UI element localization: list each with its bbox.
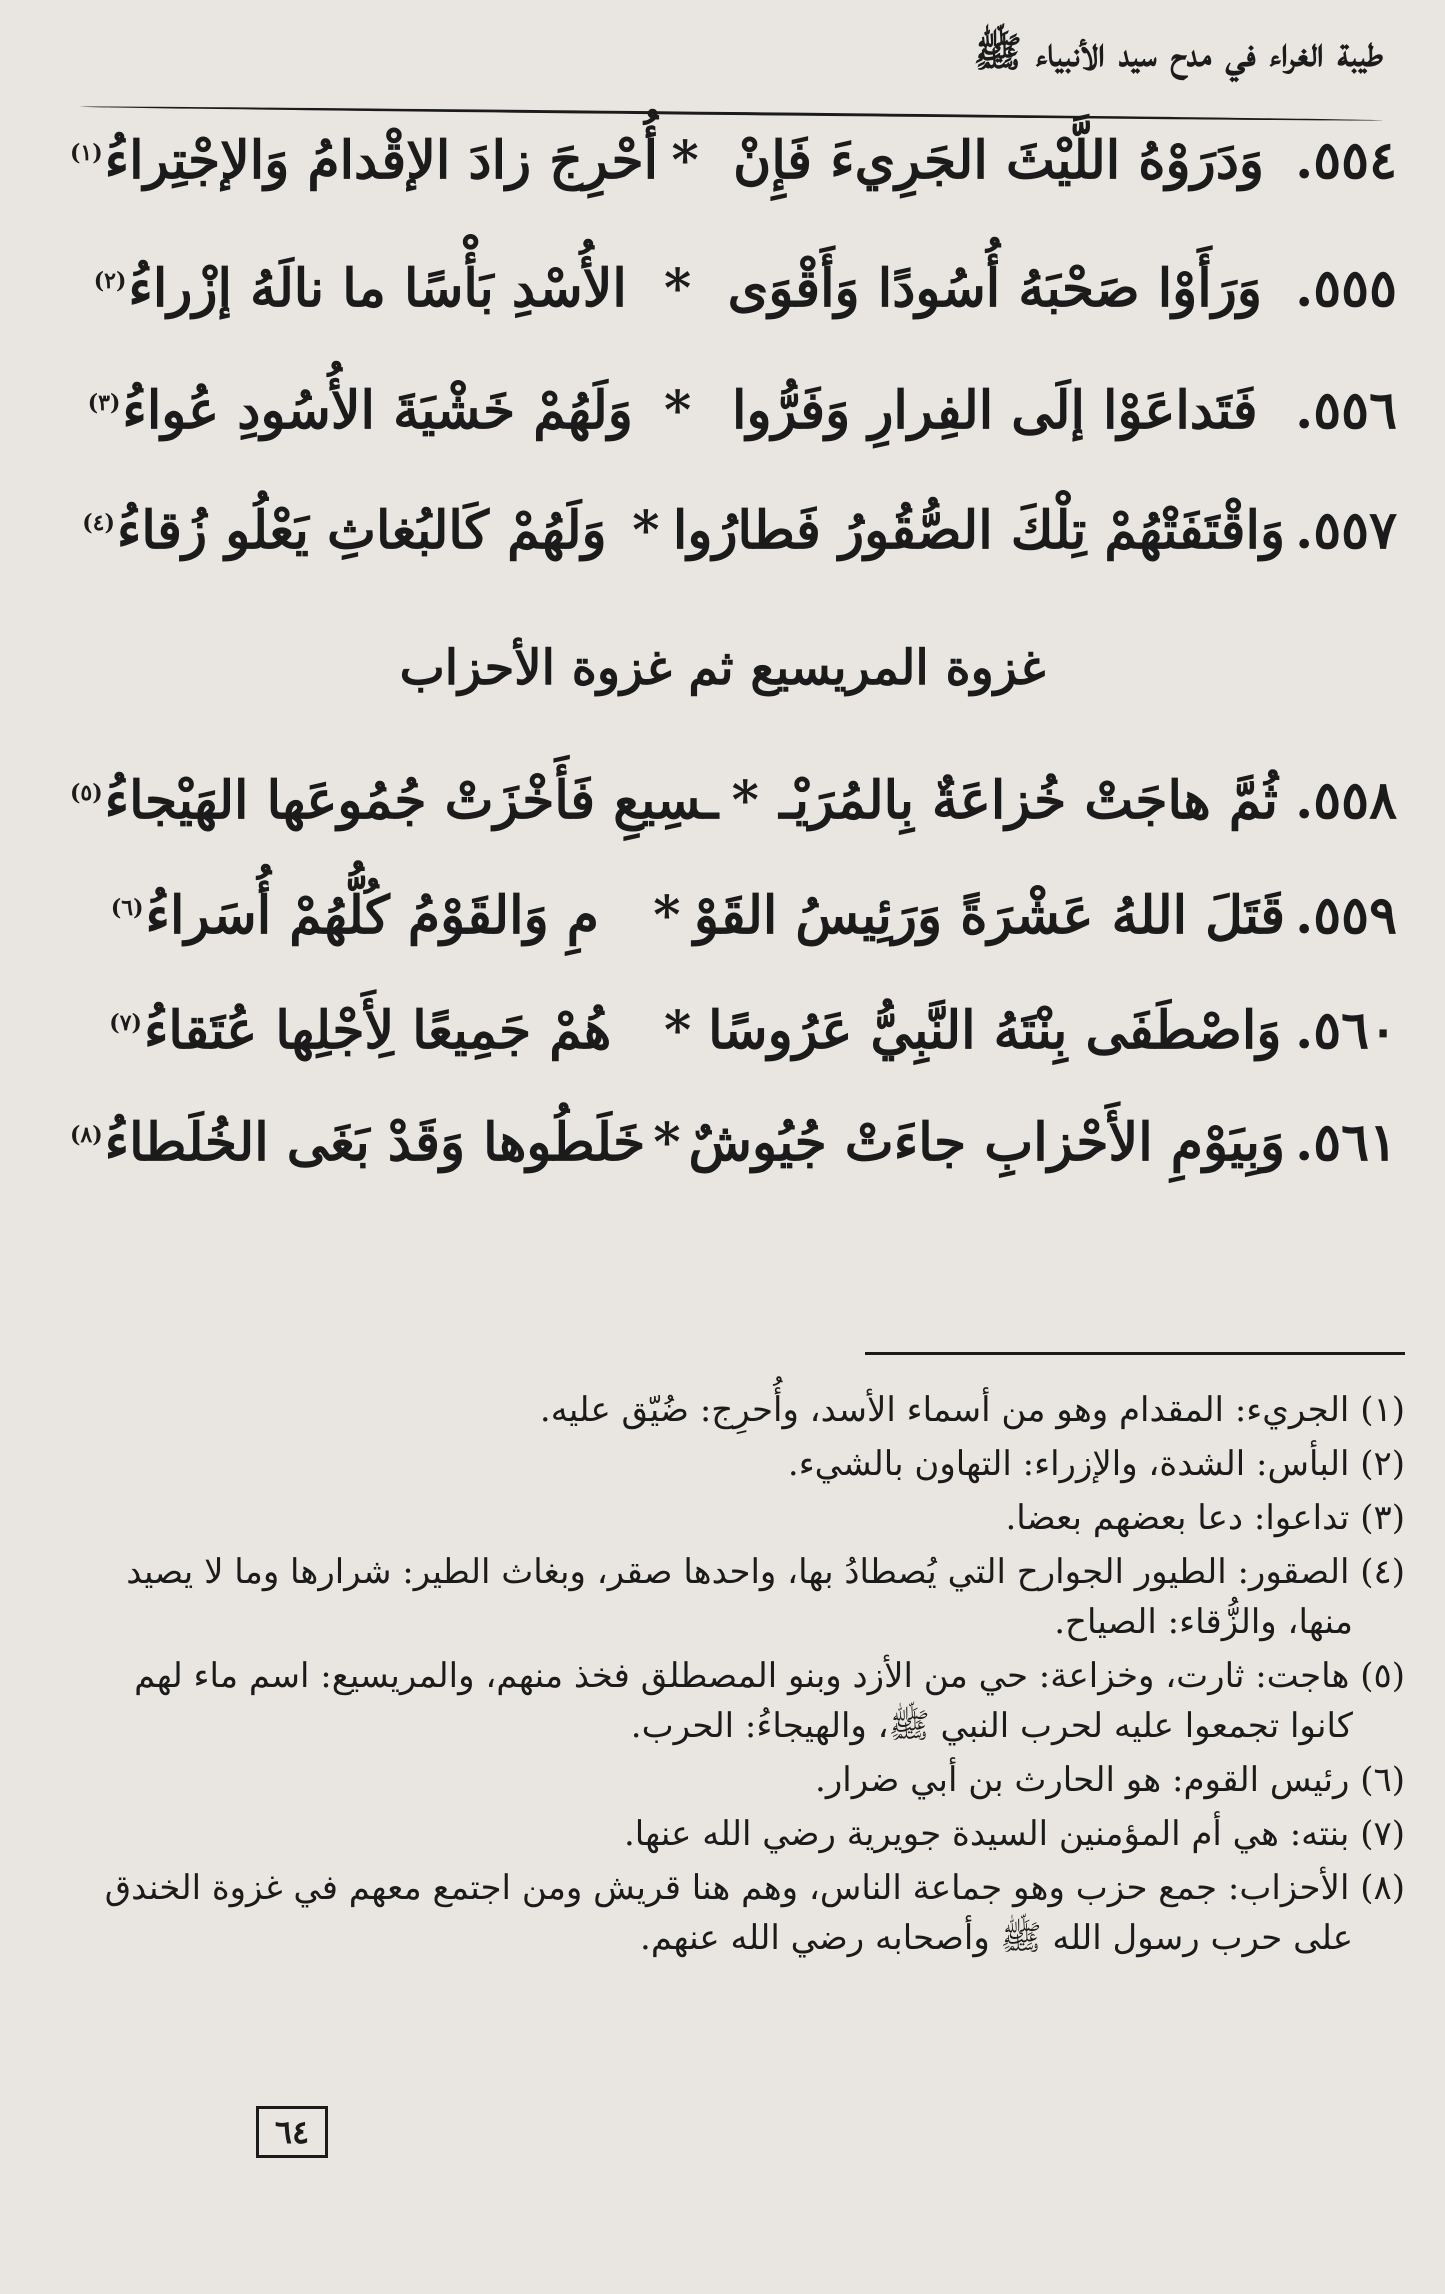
footnote-number: (٤) bbox=[1360, 1552, 1405, 1592]
page-number: ٦٤ bbox=[256, 2106, 328, 2158]
footnote-text: تداعوا: دعا بعضهم بعضا. bbox=[1005, 1498, 1350, 1538]
footnote-continuation: منها، والزُّقاء: الصياح. bbox=[1054, 1602, 1353, 1642]
footnote-number: (٨) bbox=[1360, 1868, 1405, 1908]
footnote-number: (٣) bbox=[1360, 1498, 1405, 1538]
footnote-ref: (٢) bbox=[93, 267, 127, 294]
footnote-continuation: على حرب رسول الله ﷺ وأصحابه رضي الله عنهم. bbox=[640, 1918, 1353, 1958]
running-header: طيبة الغراء في مدح سيد الأنبياء ﷺ bbox=[973, 29, 1383, 76]
verse-560 bbox=[70, 1000, 1397, 1061]
verse-second-hemistich: وَلَهُمْ خَشْيَةَ الأُسُودِ عُواءُ$^{(٣)}$ bbox=[87, 380, 633, 441]
verse-separator: * bbox=[663, 1000, 692, 1061]
footnote-ref: (٧) bbox=[109, 1009, 142, 1036]
verse-559 bbox=[70, 885, 1397, 946]
footnote-text: بنته: هي أم المؤمنين السيدة جويرية رضي الله عنها. bbox=[624, 1814, 1350, 1854]
footnote-text: البأس: الشدة، والإزراء: التهاون بالشيء. bbox=[787, 1444, 1350, 1484]
verse-second-hemistich: هُمْ جَمِيعًا لِأَجْلِها عُتَقاءُ$^{(٧)}$ bbox=[109, 1000, 612, 1061]
verse-557 bbox=[70, 500, 1397, 561]
verse-number: ٥٥٥. bbox=[1295, 258, 1397, 319]
verse-separator: * bbox=[671, 130, 699, 191]
footnote-number: (٦) bbox=[1360, 1760, 1405, 1800]
verse-separator: * bbox=[731, 770, 759, 831]
verse-558 bbox=[70, 770, 1397, 831]
verse-separator: * bbox=[653, 1112, 681, 1173]
footnote-continuation: كانوا تجمعوا عليه لحرب النبي ﷺ، والهيجاءُ: الحرب. bbox=[630, 1706, 1353, 1746]
footnote-6 bbox=[28, 1755, 1405, 1805]
footnote-ref: (٣) bbox=[87, 389, 121, 416]
verse-second-hemistich: مِ وَالقَوْمُ كُلُّهُمْ أُسَراءُ$^{(٦)}$ bbox=[110, 885, 599, 946]
section-title: غزوة المريسيع ثم غزوة الأحزاب bbox=[399, 640, 1046, 696]
verse-second-hemistich: الأُسْدِ بَأْسًا ما نالَهُ إزْراءُ$^{(٢)}$ bbox=[93, 258, 627, 319]
footnote-ref: (١) bbox=[70, 139, 103, 166]
verse-first-hemistich: ثُمَّ هاجَتْ خُزاعَةٌ بِالمُرَيْـ bbox=[779, 770, 1278, 831]
footnote-ref: (٤) bbox=[82, 509, 115, 536]
footnote-8 bbox=[28, 1863, 1405, 1963]
verse-561 bbox=[70, 1112, 1397, 1173]
footnote-text: الجريء: المقدام وهو من أسماء الأسد، وأُحرِج: ضُيّق عليه. bbox=[539, 1390, 1350, 1430]
footnote-number: (٢) bbox=[1360, 1444, 1405, 1484]
verse-number: ٥٥٨. bbox=[1295, 770, 1397, 831]
footnote-text: الأحزاب: جمع حزب وهو جماعة الناس، وهم هنا قريش ومن اجتمع معهم في غزوة الخندق bbox=[104, 1868, 1350, 1908]
footnote-ref: (٦) bbox=[110, 894, 144, 921]
footnote-number: (٧) bbox=[1360, 1814, 1405, 1854]
verse-number: ٥٦١. bbox=[1295, 1112, 1397, 1173]
verse-first-hemistich: وَاقْتَفَتْهُمْ تِلْكَ الصُّقُورُ فَطارُوا bbox=[672, 500, 1286, 561]
footnote-ref: (٥) bbox=[70, 779, 103, 806]
verse-first-hemistich: وَدَرَوْهُ اللَّيْثَ الجَرِيءَ فَإِنْ bbox=[733, 130, 1265, 191]
verse-number: ٥٥٧. bbox=[1295, 500, 1397, 561]
verse-554 bbox=[70, 130, 1397, 191]
verse-first-hemistich: وَاصْطَفَى بِنْتَهُ النَّبِيُّ عَرُوسًا bbox=[708, 1000, 1282, 1061]
footnote-rule bbox=[865, 1352, 1405, 1355]
footnote-number: (٥) bbox=[1360, 1656, 1405, 1696]
footnotes bbox=[28, 1385, 1405, 1967]
footnote-text: رئيس القوم: هو الحارث بن أبي ضرار. bbox=[815, 1760, 1350, 1800]
verse-556 bbox=[70, 380, 1397, 441]
footnote-4 bbox=[28, 1547, 1405, 1647]
footnote-5 bbox=[28, 1651, 1405, 1751]
verse-555 bbox=[70, 258, 1397, 319]
footnote-text: الصقور: الطيور الجوارح التي يُصطادُ بها، واحدها صقر، وبغاث الطير: شرارها وما لا يصيد bbox=[126, 1552, 1350, 1592]
verse-number: ٥٥٦. bbox=[1295, 380, 1397, 441]
verse-number: ٥٥٩. bbox=[1295, 885, 1397, 946]
footnote-1 bbox=[28, 1385, 1405, 1435]
header-rule bbox=[80, 105, 1383, 122]
footnote-2 bbox=[28, 1439, 1405, 1489]
footnote-ref: (٨) bbox=[70, 1121, 103, 1148]
verse-first-hemistich: قَتَلَ اللهُ عَشْرَةً وَرَئِيسُ القَوْ bbox=[693, 885, 1286, 946]
verse-number: ٥٦٠. bbox=[1295, 1000, 1397, 1061]
verse-separator: * bbox=[653, 885, 681, 946]
verse-second-hemistich: وَلَهُمْ كَالبُغاثِ يَعْلُو زُقاءُ$^{(٤)}$ bbox=[82, 500, 607, 561]
verse-second-hemistich: خَلَطُوها وَقَدْ بَغَى الخُلَطاءُ$^{(٨)}$ bbox=[70, 1112, 646, 1173]
verse-first-hemistich: وَبِيَوْمِ الأَحْزابِ جاءَتْ جُيُوشٌ bbox=[688, 1112, 1286, 1173]
footnote-7 bbox=[28, 1809, 1405, 1859]
verse-separator: * bbox=[663, 258, 692, 319]
footnote-number: (١) bbox=[1360, 1390, 1405, 1430]
footnote-3 bbox=[28, 1493, 1405, 1543]
verse-separator: * bbox=[663, 380, 692, 441]
verse-second-hemistich: أُحْرِجَ زادَ الإقْدامُ وَالإجْتِراءُ$^{(١)}$ bbox=[70, 130, 659, 191]
verse-first-hemistich: وَرَأَوْا صَحْبَهُ أُسُودًا وَأَقْوَى bbox=[727, 258, 1262, 319]
verse-number: ٥٥٤. bbox=[1295, 130, 1397, 191]
verse-second-hemistich: ـسِيعِ فَأَخْزَتْ جُمُوعَها الهَيْجاءُ$^{(٥)}$ bbox=[70, 770, 719, 831]
verse-separator: * bbox=[632, 500, 660, 561]
footnote-text: هاجت: ثارت، وخزاعة: حي من الأزد وبنو المصطلق فخذ منهم، والمريسيع: اسم ماء لهم bbox=[134, 1656, 1350, 1696]
verse-first-hemistich: فَتَداعَوْا إلَى الفِرارِ وَفَرُّوا bbox=[732, 380, 1258, 441]
